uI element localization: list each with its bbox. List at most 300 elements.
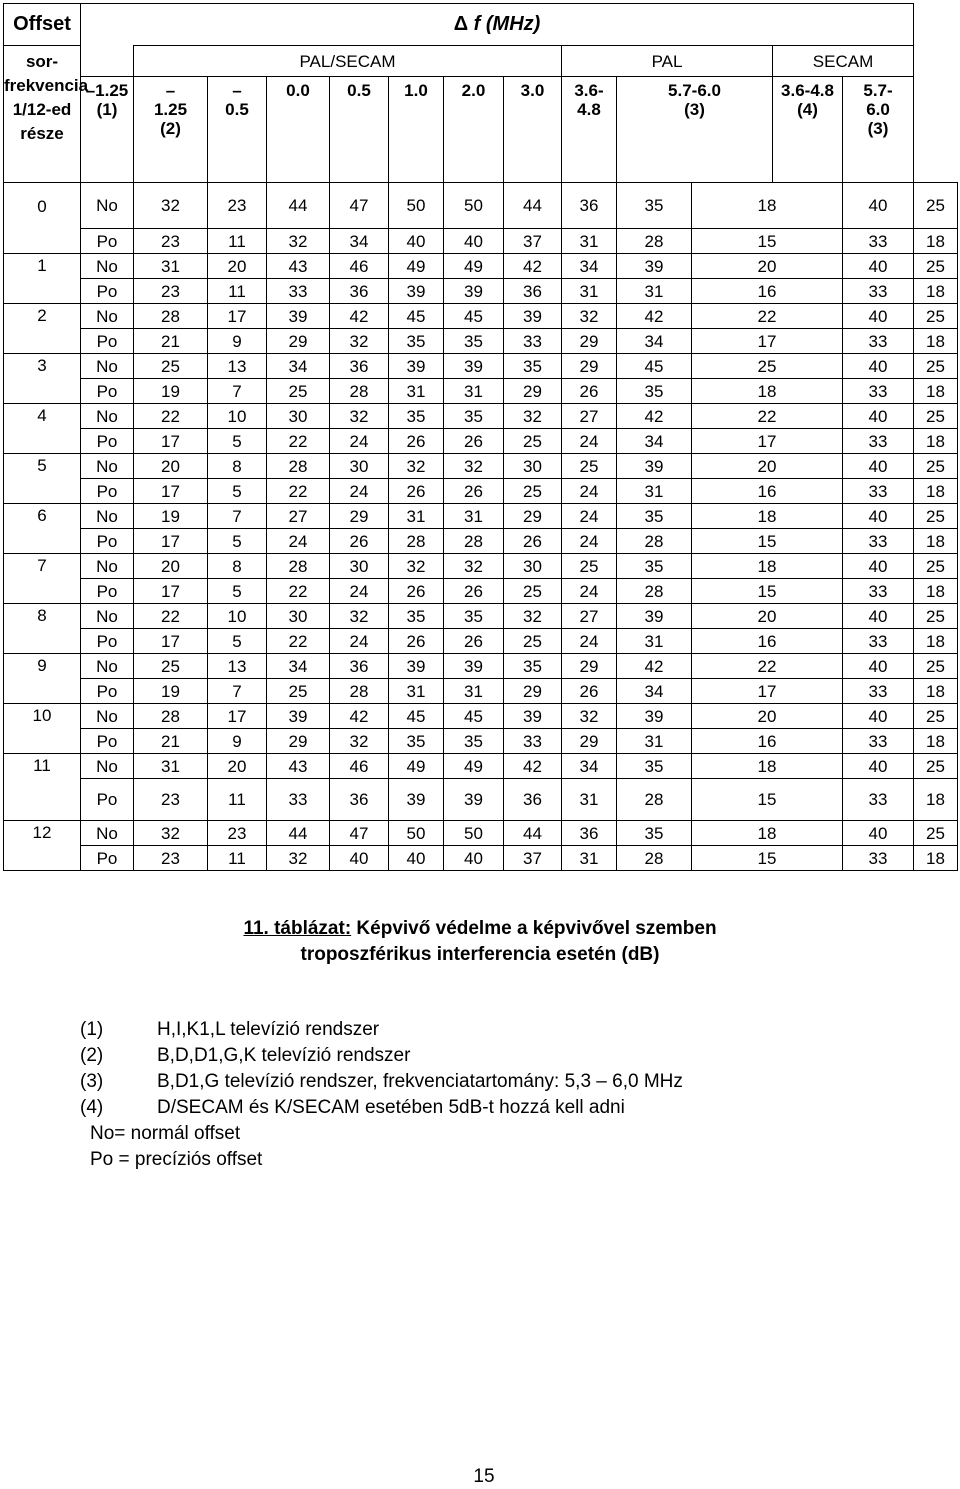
table-row: [4, 254, 958, 279]
table-cell: 35: [444, 604, 504, 629]
table-cell: 18: [692, 754, 843, 779]
table-row: [4, 329, 958, 354]
table-cell: 17: [692, 329, 843, 354]
table-row: [4, 279, 958, 304]
table-cell: 25: [267, 679, 330, 704]
table-cell: 7: [208, 504, 267, 529]
table-cell: 32: [444, 454, 504, 479]
table-cell: 46: [330, 254, 389, 279]
caption-line2: troposzférikus interferencia esetén (dB): [300, 944, 660, 965]
table-cell: 18: [692, 821, 843, 846]
table-cell: 39: [389, 354, 444, 379]
table-row: [4, 846, 958, 871]
table-cell: 5: [208, 579, 267, 604]
table-cell: 25: [914, 183, 958, 229]
table-cell: 18: [692, 504, 843, 529]
table-cell: 28: [134, 704, 208, 729]
table-cell: 18: [692, 554, 843, 579]
table-cell: 18: [914, 329, 958, 354]
table-cell: 36: [330, 779, 389, 821]
table-cell: 39: [444, 779, 504, 821]
table-cell: 22: [134, 404, 208, 429]
table-cell: 26: [389, 629, 444, 654]
table-cell: 17: [134, 429, 208, 454]
table-cell: 50: [444, 183, 504, 229]
table-cell: 33: [843, 779, 914, 821]
table-cell: 18: [692, 183, 843, 229]
row-offset-type: No: [81, 504, 134, 529]
table-cell: 22: [134, 604, 208, 629]
table-row: [4, 454, 958, 479]
col-header-10: 1.0: [389, 77, 444, 183]
table-cell: 50: [389, 183, 444, 229]
table-cell: 20: [208, 254, 267, 279]
table-cell: 18: [914, 379, 958, 404]
table-cell: 35: [617, 183, 692, 229]
table-cell: 5: [208, 529, 267, 554]
table-cell: 46: [330, 754, 389, 779]
header-offset: Offset: [4, 4, 81, 46]
table-cell: 25: [914, 254, 958, 279]
table-cell: 42: [504, 254, 562, 279]
table-cell: 30: [504, 454, 562, 479]
table-cell: 22: [267, 479, 330, 504]
row-offset-type: Po: [81, 429, 134, 454]
header-pal: PAL: [562, 46, 773, 77]
delta-symbol: Δ: [453, 13, 469, 35]
table-cell: 50: [389, 821, 444, 846]
table-cell: 39: [617, 454, 692, 479]
table-row: [4, 183, 958, 229]
row-line-index: 4: [4, 404, 81, 454]
table-cell: 33: [504, 329, 562, 354]
row-offset-type: Po: [81, 579, 134, 604]
table-cell: 26: [562, 679, 617, 704]
table-cell: 34: [617, 429, 692, 454]
table-cell: 28: [617, 779, 692, 821]
footnote-item: (3) B,D1,G televízió rendszer, frekvenciatartomány: 5,3 – 6,0 MHz: [80, 1071, 683, 1092]
table-cell: 17: [134, 629, 208, 654]
table-cell: 5: [208, 629, 267, 654]
row-line-index: 1: [4, 254, 81, 304]
table-cell: 26: [562, 379, 617, 404]
table-cell: 20: [692, 254, 843, 279]
table-cell: 28: [267, 554, 330, 579]
table-cell: 25: [914, 821, 958, 846]
table-cell: 29: [267, 329, 330, 354]
table-cell: 15: [692, 579, 843, 604]
table-cell: 34: [617, 679, 692, 704]
table-cell: 25: [914, 654, 958, 679]
table-cell: 43: [267, 254, 330, 279]
table-cell: 10: [208, 404, 267, 429]
table-cell: 40: [843, 604, 914, 629]
table-cell: 18: [914, 679, 958, 704]
table-cell: 31: [389, 379, 444, 404]
table-cell: 28: [389, 529, 444, 554]
table-cell: 31: [562, 279, 617, 304]
table-cell: 21: [134, 729, 208, 754]
table-caption: [0, 916, 960, 968]
table-cell: 35: [617, 504, 692, 529]
row-offset-type: No: [81, 454, 134, 479]
caption-label: 11. táblázat:: [243, 918, 352, 939]
table-row: [4, 579, 958, 604]
table-cell: 15: [692, 229, 843, 254]
table-cell: 20: [134, 454, 208, 479]
table-cell: 39: [444, 654, 504, 679]
table-row: [4, 379, 958, 404]
table-cell: 42: [617, 404, 692, 429]
table-cell: 25: [504, 429, 562, 454]
table-cell: 30: [330, 454, 389, 479]
table-row: [4, 229, 958, 254]
offset-protection-table: [3, 3, 958, 871]
table-cell: 7: [208, 379, 267, 404]
table-cell: 32: [267, 229, 330, 254]
table-cell: 40: [843, 554, 914, 579]
table-cell: 40: [843, 454, 914, 479]
table-cell: 44: [267, 821, 330, 846]
row-line-index: 7: [4, 554, 81, 604]
row-offset-type: No: [81, 604, 134, 629]
table-cell: 22: [267, 629, 330, 654]
table-cell: 22: [692, 654, 843, 679]
col-header-neg05: – 0.5: [208, 77, 267, 183]
table-cell: 33: [843, 629, 914, 654]
table-cell: 43: [267, 754, 330, 779]
table-cell: 29: [267, 729, 330, 754]
table-cell: 23: [134, 229, 208, 254]
table-cell: 39: [504, 304, 562, 329]
table-cell: 24: [562, 479, 617, 504]
table-cell: 25: [914, 304, 958, 329]
table-cell: 39: [389, 279, 444, 304]
table-cell: 20: [692, 604, 843, 629]
table-cell: 26: [504, 529, 562, 554]
row-line-index: 2: [4, 304, 81, 354]
table-cell: 31: [444, 679, 504, 704]
table-cell: 24: [562, 504, 617, 529]
row-offset-type: No: [81, 821, 134, 846]
table-cell: 18: [914, 729, 958, 754]
table-cell: 35: [617, 821, 692, 846]
table-cell: 34: [267, 654, 330, 679]
table-cell: 29: [562, 654, 617, 679]
table-row: [4, 529, 958, 554]
row-offset-type: No: [81, 754, 134, 779]
table-cell: 39: [504, 704, 562, 729]
table-cell: 22: [692, 404, 843, 429]
table-cell: 28: [617, 229, 692, 254]
table-cell: 15: [692, 779, 843, 821]
table-cell: 42: [330, 704, 389, 729]
table-cell: 33: [843, 429, 914, 454]
row-offset-type: No: [81, 654, 134, 679]
table-cell: 35: [389, 329, 444, 354]
table-cell: 18: [914, 229, 958, 254]
table-cell: 45: [389, 304, 444, 329]
table-row: [4, 304, 958, 329]
col-header-secam-36-48: 3.6-4.8 (4): [773, 77, 843, 183]
table-cell: 44: [267, 183, 330, 229]
table-cell: 39: [267, 704, 330, 729]
table-cell: 45: [617, 354, 692, 379]
table-cell: 16: [692, 479, 843, 504]
table-cell: 40: [843, 404, 914, 429]
table-cell: 36: [504, 779, 562, 821]
row-line-index: 12: [4, 821, 81, 871]
table-cell: 33: [843, 846, 914, 871]
table-cell: 34: [617, 329, 692, 354]
table-cell: 25: [134, 654, 208, 679]
table-cell: 34: [562, 254, 617, 279]
table-cell: 39: [389, 779, 444, 821]
table-cell: 37: [504, 229, 562, 254]
table-cell: 25: [914, 504, 958, 529]
row-offset-type: Po: [81, 679, 134, 704]
table-cell: 25: [504, 479, 562, 504]
row-offset-type: No: [81, 554, 134, 579]
table-cell: 39: [617, 704, 692, 729]
footnote-item: (2) B,D,D1,G,K televízió rendszer: [80, 1045, 411, 1066]
table-cell: 32: [504, 404, 562, 429]
table-cell: 30: [330, 554, 389, 579]
table-cell: 5: [208, 479, 267, 504]
table-cell: 29: [562, 354, 617, 379]
table-cell: 31: [444, 379, 504, 404]
row-line-index: 0: [4, 183, 81, 254]
table-cell: 40: [843, 304, 914, 329]
table-cell: 16: [692, 279, 843, 304]
table-cell: 44: [504, 821, 562, 846]
table-cell: 49: [389, 754, 444, 779]
table-cell: 33: [843, 329, 914, 354]
table-cell: 18: [692, 379, 843, 404]
table-row: [4, 779, 958, 821]
row-offset-type: Po: [81, 329, 134, 354]
table-cell: 25: [914, 404, 958, 429]
table-row: [4, 429, 958, 454]
table-cell: 33: [504, 729, 562, 754]
table-cell: 40: [843, 654, 914, 679]
table-cell: 31: [617, 729, 692, 754]
table-cell: 26: [330, 529, 389, 554]
table-cell: 25: [914, 454, 958, 479]
table-cell: 49: [389, 254, 444, 279]
table-cell: 32: [504, 604, 562, 629]
table-cell: 28: [617, 529, 692, 554]
table-row: [4, 704, 958, 729]
table-cell: 22: [267, 579, 330, 604]
header-line-frequency: sor- frekvencia 1/12-ed része: [4, 46, 81, 183]
table-cell: 49: [444, 754, 504, 779]
table-cell: 30: [267, 404, 330, 429]
table-cell: 18: [914, 479, 958, 504]
table-cell: 34: [267, 354, 330, 379]
table-cell: 33: [843, 579, 914, 604]
table-cell: 40: [389, 229, 444, 254]
table-cell: 42: [504, 754, 562, 779]
table-cell: 32: [330, 404, 389, 429]
table-cell: 40: [843, 354, 914, 379]
table-cell: 31: [562, 846, 617, 871]
table-cell: 35: [389, 604, 444, 629]
col-header-pal-36-48: 3.6- 4.8: [562, 77, 617, 183]
col-header-pal-57-60: 5.7-6.0 (3): [617, 77, 773, 183]
table-cell: 13: [208, 354, 267, 379]
table-cell: 32: [389, 454, 444, 479]
table-cell: 25: [267, 379, 330, 404]
col-header-secam-57-60: 5.7- 6.0 (3): [843, 77, 914, 183]
table-cell: 26: [389, 479, 444, 504]
row-line-index: 8: [4, 604, 81, 654]
table-cell: 31: [617, 279, 692, 304]
table-cell: 39: [444, 279, 504, 304]
table-cell: 7: [208, 679, 267, 704]
table-cell: 35: [444, 329, 504, 354]
table-cell: 17: [692, 429, 843, 454]
footnotes: [80, 1017, 683, 1173]
table-cell: 11: [208, 229, 267, 254]
col-header-30: 3.0: [504, 77, 562, 183]
table-cell: 26: [389, 429, 444, 454]
table-cell: 31: [562, 229, 617, 254]
table-cell: 13: [208, 654, 267, 679]
row-offset-type: No: [81, 354, 134, 379]
table-cell: 20: [208, 754, 267, 779]
row-offset-type: Po: [81, 479, 134, 504]
table-cell: 27: [562, 604, 617, 629]
table-cell: 25: [504, 629, 562, 654]
table-cell: 15: [692, 529, 843, 554]
table-cell: 28: [444, 529, 504, 554]
table-cell: 24: [562, 579, 617, 604]
table-cell: 42: [617, 304, 692, 329]
table-row: [4, 654, 958, 679]
table-cell: 8: [208, 454, 267, 479]
row-line-index: 9: [4, 654, 81, 704]
table-cell: 25: [692, 354, 843, 379]
table-cell: 9: [208, 329, 267, 354]
table-cell: 29: [562, 729, 617, 754]
row-offset-type: Po: [81, 779, 134, 821]
table-cell: 28: [617, 579, 692, 604]
table-cell: 31: [617, 479, 692, 504]
table-cell: 30: [504, 554, 562, 579]
table-cell: 35: [617, 379, 692, 404]
table-cell: 18: [914, 529, 958, 554]
table-row: [4, 821, 958, 846]
footnote-item: (1) H,I,K1,L televízió rendszer: [80, 1019, 380, 1040]
table-cell: 22: [267, 429, 330, 454]
table-cell: 17: [208, 304, 267, 329]
table-row: [4, 729, 958, 754]
table-cell: 26: [444, 579, 504, 604]
table-cell: 25: [562, 554, 617, 579]
table-cell: 31: [134, 754, 208, 779]
table-cell: 45: [444, 304, 504, 329]
table-cell: 36: [330, 354, 389, 379]
header-delta-f: [81, 4, 914, 46]
table-cell: 32: [330, 604, 389, 629]
table-cell: 33: [843, 379, 914, 404]
table-cell: 36: [504, 279, 562, 304]
row-offset-type: Po: [81, 729, 134, 754]
row-offset-type: No: [81, 704, 134, 729]
table-cell: 24: [330, 479, 389, 504]
table-cell: 24: [330, 629, 389, 654]
table-cell: 33: [843, 479, 914, 504]
table-cell: 25: [914, 604, 958, 629]
legend-precision-offset: Po = precíziós offset: [90, 1149, 263, 1170]
table-cell: 31: [562, 779, 617, 821]
table-cell: 33: [843, 279, 914, 304]
table-cell: 36: [330, 654, 389, 679]
table-cell: 17: [692, 679, 843, 704]
table-cell: 23: [134, 779, 208, 821]
row-line-index: 5: [4, 454, 81, 504]
table-cell: 37: [504, 846, 562, 871]
table-cell: 40: [330, 846, 389, 871]
table-cell: 18: [914, 846, 958, 871]
table-cell: 45: [444, 704, 504, 729]
table-row: [4, 404, 958, 429]
table-cell: 5: [208, 429, 267, 454]
table-cell: 31: [444, 504, 504, 529]
table-cell: 35: [617, 754, 692, 779]
row-offset-type: Po: [81, 846, 134, 871]
table-cell: 35: [444, 404, 504, 429]
table-cell: 17: [134, 479, 208, 504]
col-header-neg125-1: –1.25 (1): [81, 77, 134, 183]
table-row: [4, 354, 958, 379]
table-cell: 25: [504, 579, 562, 604]
table-cell: 24: [330, 579, 389, 604]
table-cell: 17: [134, 529, 208, 554]
table-cell: 39: [617, 254, 692, 279]
table-cell: 33: [843, 529, 914, 554]
table-cell: 35: [444, 729, 504, 754]
footnote-item: (4) D/SECAM és K/SECAM esetében 5dB-t hozzá kell adni: [80, 1097, 625, 1118]
table-cell: 32: [389, 554, 444, 579]
table-row: [4, 504, 958, 529]
table-cell: 26: [389, 579, 444, 604]
table-cell: 32: [444, 554, 504, 579]
table-cell: 27: [562, 404, 617, 429]
table-cell: 25: [914, 754, 958, 779]
row-offset-type: Po: [81, 229, 134, 254]
table-cell: 19: [134, 679, 208, 704]
table-cell: 32: [134, 183, 208, 229]
col-header-20: 2.0: [444, 77, 504, 183]
table-cell: 24: [267, 529, 330, 554]
table-cell: 28: [617, 846, 692, 871]
table-row: [4, 629, 958, 654]
table-cell: 16: [692, 729, 843, 754]
row-offset-type: No: [81, 254, 134, 279]
table-cell: 29: [504, 379, 562, 404]
table-cell: 26: [444, 629, 504, 654]
table-cell: 16: [692, 629, 843, 654]
table-cell: 9: [208, 729, 267, 754]
table-cell: 36: [562, 821, 617, 846]
table-cell: 40: [444, 846, 504, 871]
table-cell: 15: [692, 846, 843, 871]
table-cell: 28: [330, 379, 389, 404]
table-cell: 44: [504, 183, 562, 229]
row-offset-type: No: [81, 304, 134, 329]
